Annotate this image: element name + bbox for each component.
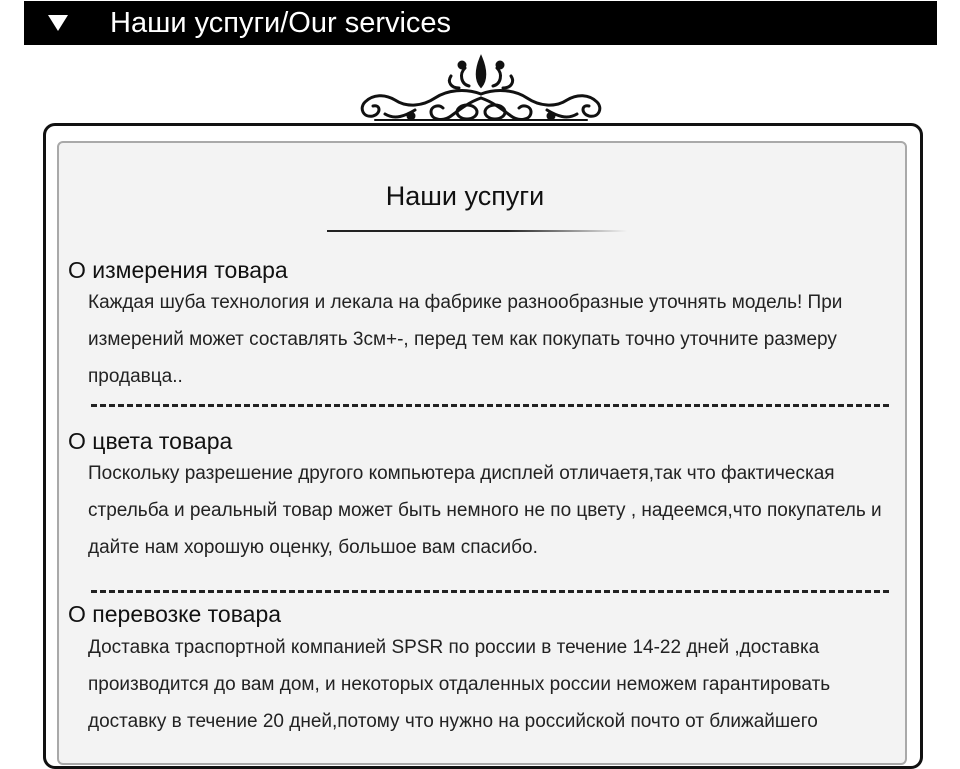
section-heading-shipping: О перевозке товара: [68, 601, 282, 627]
title-underline: [327, 230, 627, 232]
dashed-divider: [91, 590, 889, 593]
section-body-colors: Поскольку разрешение другого компьютера дисплей отличаетя,так что фактическая стрельба и реальный товар может быть немного не по цвету , надеемся,что покупатель и дайте нам хорошую оценку, большое вам спасибо.: [88, 463, 882, 558]
panel-title: Наши успуги: [385, 181, 545, 211]
decorative-flourish-icon: [355, 54, 607, 126]
section-header-bar: [24, 1, 937, 45]
triangle-down-icon: [48, 15, 68, 31]
section-heading-measurements: О измерения товара: [68, 257, 288, 283]
section-heading-colors: О цвета товара: [68, 428, 233, 454]
dashed-divider: [91, 404, 889, 407]
header-title: Наши успуги/Our services: [110, 7, 452, 39]
section-body-shipping: Доставка траспортной компанией SPSR по россии в течение 14-22 дней ,доставка производится до вам дом, и некоторых отдаленных россии неможем гарантировать доставку в течение 20 дней,потому что нужно на российской почто от ближайшего: [88, 637, 831, 732]
section-body-measurements: Каждая шуба технология и лекала на фабрике разнообразные уточнять модель! При измерений может составлять 3cм+-, перед тем как покупать точно уточните размеру продавца..: [88, 292, 843, 387]
